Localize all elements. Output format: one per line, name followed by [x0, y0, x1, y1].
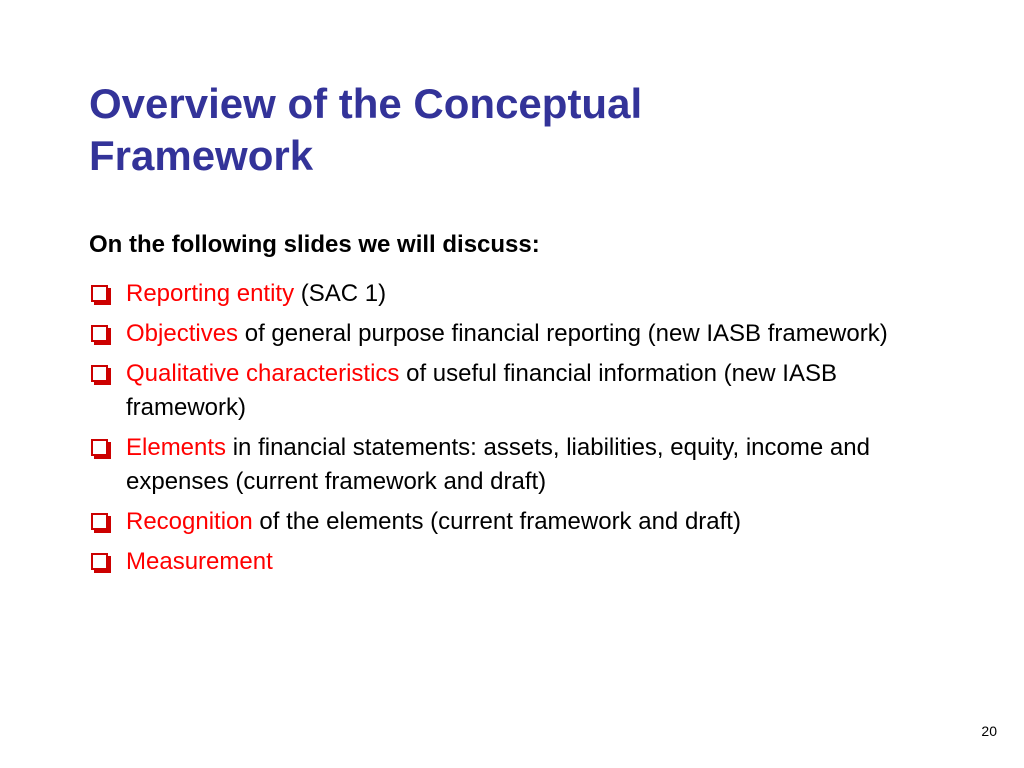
bullet-text: (SAC 1) — [294, 280, 387, 307]
bullet-item-qualitative-characteristics — [89, 357, 919, 425]
bullet-keyword: Qualitative characteristics — [126, 360, 400, 387]
checkbox-icon — [91, 553, 108, 570]
bullet-item-recognition — [89, 505, 919, 539]
intro-text: On the following slides we will discuss: — [89, 231, 540, 258]
bullet-keyword: Recognition — [126, 508, 253, 535]
checkbox-icon — [91, 513, 108, 530]
bullet-list — [89, 277, 919, 585]
checkbox-icon — [91, 365, 108, 382]
checkbox-icon — [91, 439, 108, 456]
bullet-text: in financial statements: assets, liabilities, equity, income and expenses (current framework and draft) — [126, 434, 870, 495]
bullet-text: of useful financial information (new IASB framework) — [126, 360, 837, 421]
bullet-item-objectives — [89, 317, 919, 351]
bullet-item-reporting-entity — [89, 277, 919, 311]
bullet-item-measurement — [89, 545, 919, 579]
bullet-item-elements — [89, 431, 919, 499]
slide-title-line-2: Framework — [89, 132, 314, 179]
checkbox-icon — [91, 325, 108, 342]
bullet-keyword: Elements — [126, 434, 227, 461]
bullet-keyword: Measurement — [126, 548, 273, 575]
checkbox-icon — [91, 285, 108, 302]
page-number: 20 — [981, 723, 997, 739]
bullet-keyword: Objectives — [126, 320, 239, 347]
slide-title — [89, 78, 849, 182]
slide-title-line-1: Overview of the Conceptual — [89, 80, 643, 127]
bullet-text: of the elements (current framework and draft) — [252, 508, 741, 535]
bullet-text: of general purpose financial reporting (new IASB framework) — [238, 320, 888, 347]
bullet-keyword: Reporting entity — [126, 280, 295, 307]
